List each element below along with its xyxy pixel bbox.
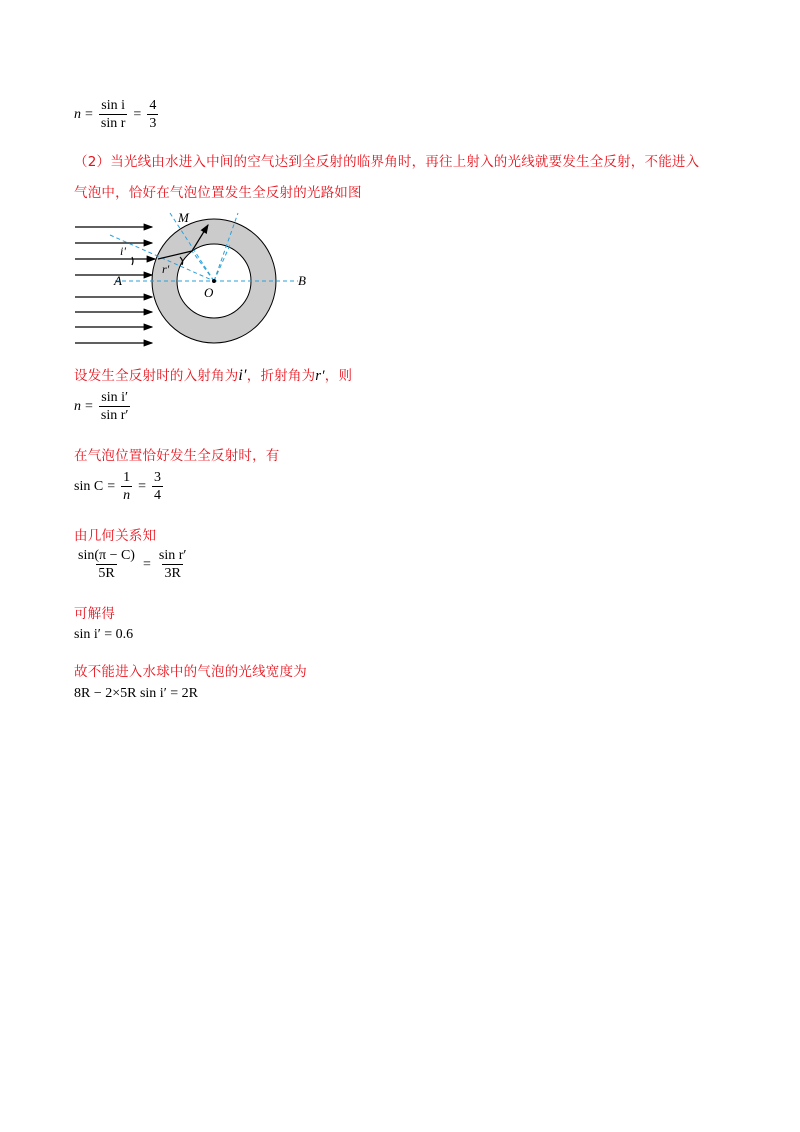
equation-sin-i-prime: sin i′ = 0.6 [74, 627, 134, 642]
width-sentence: 故不能进入水球中的气泡的光线宽度为 [74, 664, 307, 680]
eq1-denominator: sin r [100, 116, 126, 131]
equation-width: 8R − 2×5R sin i′ = 2R [74, 686, 198, 701]
label-O: O [204, 285, 214, 300]
part2-line2: 气泡中，恰好在气泡位置发生全反射的光路如图 [74, 185, 362, 201]
optics-diagram [70, 205, 320, 350]
solve-sentence: 可解得 [74, 606, 116, 622]
label-A: A [114, 273, 122, 288]
eq1-value: $\frac{4}{3}$ [149, 98, 157, 131]
label-B: B [298, 273, 306, 288]
equation-refractive-index: n = $\frac{\text{sin i}}{\text{sin r}}$ = $\frac{4}{3}$ [74, 98, 157, 131]
equation-geometry: $\frac{\sin(\pi - C)}{5R}$ = $\frac{\text{sin r′}}{3R}$ [78, 548, 187, 581]
geometry-sentence: 由几何关系知 [74, 528, 157, 544]
symbol-r-prime: r′ [315, 368, 325, 384]
symbol-i-prime: i′ [238, 367, 247, 384]
part2-line1: （2）当光线由水进入中间的空气达到全反射的临界角时，再往上射入的光线就要发生全反射，不能进入 [74, 154, 700, 170]
eq1-numerator: sin i [101, 98, 126, 113]
eq1-lhs: n [74, 106, 81, 122]
angles-sentence: 设发生全反射时的入射角为i′，折射角为r′，则 [74, 367, 353, 384]
label-i: i' [120, 244, 126, 258]
label-r: r' [162, 262, 170, 276]
equation-n-prime: n = $\frac{\text{sin i′}}{\text{sin r′}}$ [74, 390, 129, 423]
eq1-fraction [99, 98, 128, 131]
center-point [212, 279, 216, 283]
label-M: M [178, 210, 189, 225]
equation-sin-c: sin C = $\frac{1}{n}$ = $\frac{3}{4}$ [74, 470, 161, 503]
critical-sentence: 在气泡位置恰好发生全反射时，有 [74, 448, 280, 464]
